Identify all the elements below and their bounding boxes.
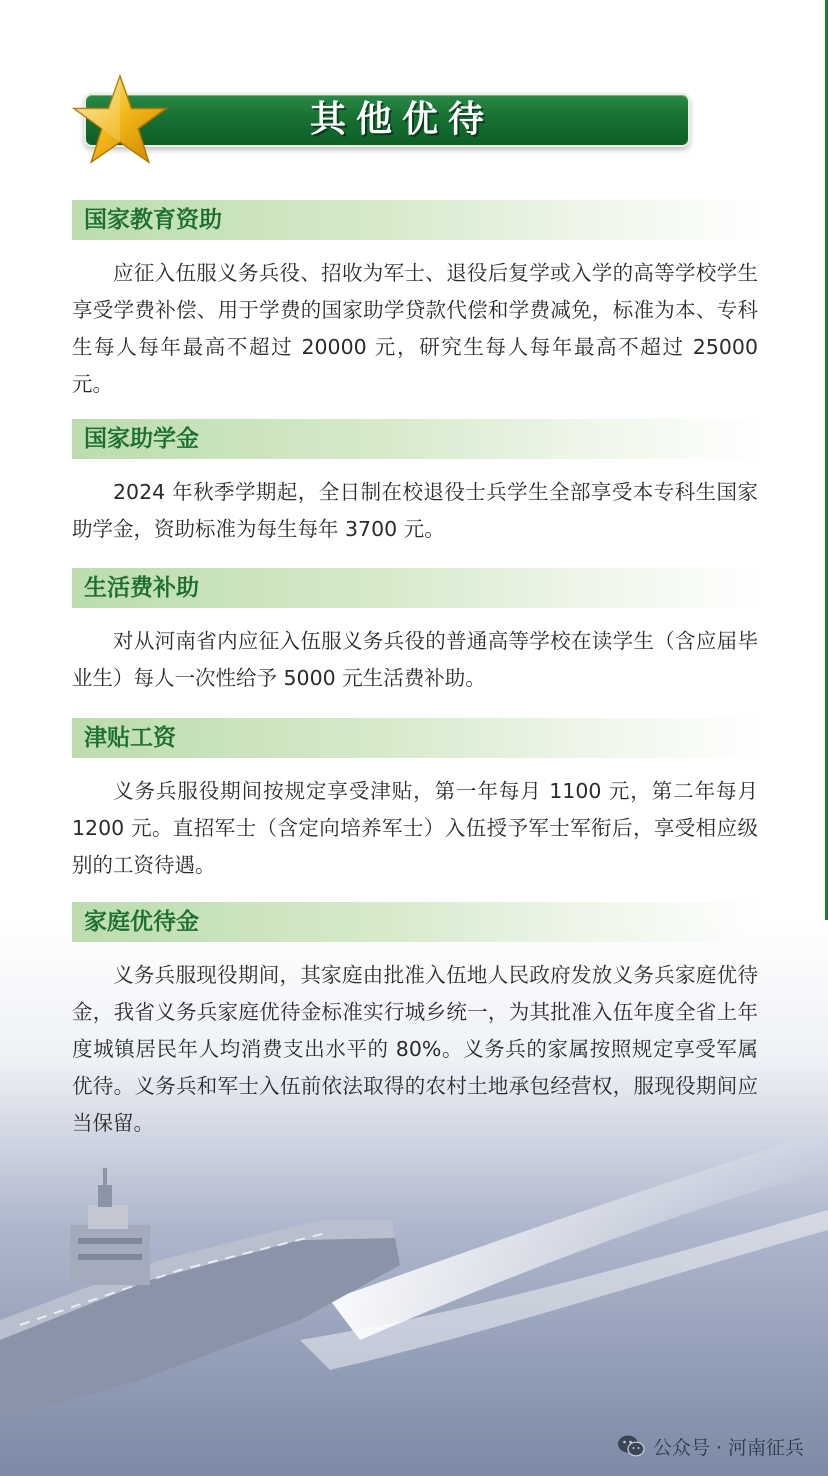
section-heading-label: 家庭优待金 <box>84 909 199 935</box>
star-icon <box>72 72 168 168</box>
section-heading-label: 国家教育资助 <box>84 207 222 233</box>
section-heading-education-aid <box>72 200 762 240</box>
section-text-grant: 2024 年秋季学期起，全日制在校退役士兵学生全部享受本专科生国家助学金，资助标准为每生每年 3700 元。 <box>72 480 758 541</box>
section-heading-living-allowance <box>72 568 762 608</box>
section-heading-family-benefit <box>72 902 762 942</box>
footer-text: 公众号 · 河南征兵 <box>652 1436 804 1459</box>
section-text-salary: 义务兵服役期间按规定享受津贴，第一年每月 1100 元，第二年每月 1200 元。直招军士（含定向培养军士）入伍授予军士军衔后，享受相应级别的工资待遇。 <box>72 779 758 877</box>
section-heading-label: 国家助学金 <box>84 426 199 452</box>
section-heading-grant <box>72 419 762 459</box>
section-text-family-benefit: 义务兵服现役期间，其家庭由批准入伍地人民政府发放义务兵家庭优待金，我省义务兵家庭优待金标准实行城乡统一，为其批准入伍年度全省上年度城镇居民年人均消费支出水平的 80%。义务兵的家属按照规定享受军属优待。义务兵和军士入伍前依法取得的农村土地承包经营权，服现役期间应当保留。 <box>72 963 758 1135</box>
title-banner <box>84 93 690 147</box>
section-text-living-allowance: 对从河南省内应征入伍服义务兵役的普通高等学校在读学生（含应届毕业生）每人一次性给予 5000 元生活费补助。 <box>72 629 758 690</box>
wechat-icon <box>617 1434 645 1458</box>
section-heading-salary <box>72 718 762 758</box>
footer-watermark <box>617 1432 804 1460</box>
section-text-education-aid: 应征入伍服义务兵役、招收为军士、退役后复学或入学的高等学校学生享受学费补偿、用于学费的国家助学贷款代偿和学费减免，标准为本、专科生每人每年最高不超过 20000 元，研究生每人每年最高不超过 25000 元。 <box>72 261 758 396</box>
page-title: 其他优待 <box>309 99 494 140</box>
section-heading-label: 津贴工资 <box>84 725 176 751</box>
section-heading-label: 生活费补助 <box>84 575 199 601</box>
